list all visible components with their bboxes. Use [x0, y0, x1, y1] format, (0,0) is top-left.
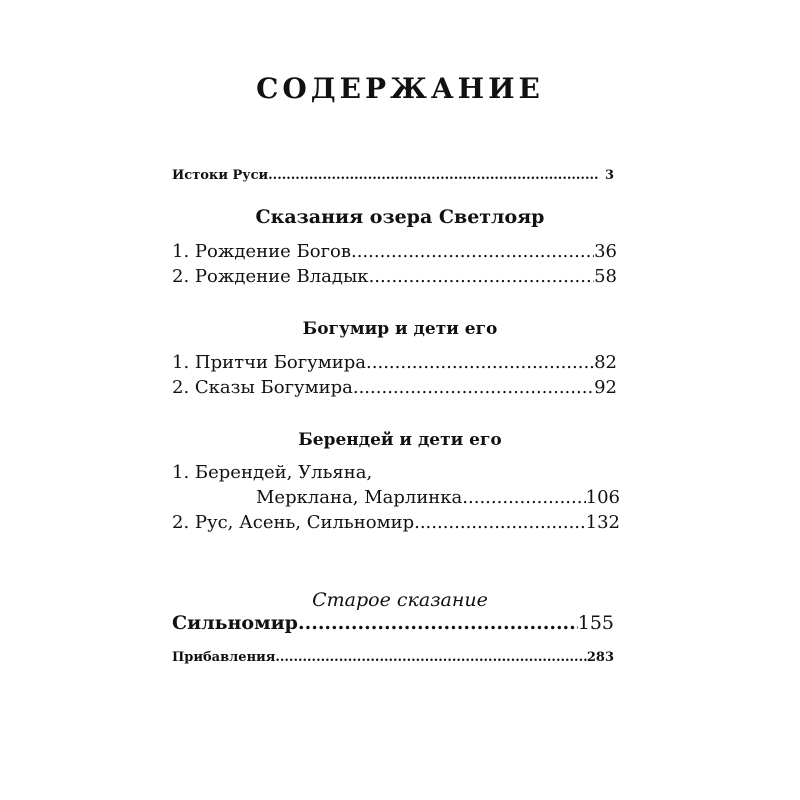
toc-entry-page: 155 [577, 612, 614, 634]
toc-entry [172, 266, 617, 287]
dot-leader [351, 241, 594, 262]
toc-entry-label: Истоки Руси [172, 168, 269, 183]
toc-entry-label: Мерклана, Марлинка [256, 487, 463, 508]
toc-entry-label: Сильномир [172, 612, 298, 634]
dot-leader [462, 487, 585, 508]
toc-entry-label: 2. Рождение Владык [172, 266, 369, 287]
toc-entry [172, 352, 617, 373]
toc-entry-page: 82 [594, 352, 617, 373]
toc-entry-label: Прибавления [172, 650, 276, 665]
toc-entry-label: 2. Сказы Богумира [172, 377, 353, 398]
dot-leader [414, 512, 586, 533]
dot-leader [353, 377, 594, 398]
toc-entry-label: 2. Рус, Асень, Сильномир [172, 512, 415, 533]
toc-entry [256, 487, 620, 508]
toc-entry [172, 241, 617, 262]
dot-leader [369, 266, 595, 287]
toc-entry-label: 1. Рождение Богов [172, 241, 351, 262]
toc-entry-page: 36 [594, 241, 617, 262]
toc-entry-label: 1. Притчи Богумира [172, 352, 367, 373]
dot-leader [298, 612, 578, 634]
toc-entry-page: 3 [604, 168, 614, 183]
old-tale-caption: Старое сказание [312, 589, 488, 611]
toc-entry [172, 512, 620, 533]
section-heading: Богумир и дети его [302, 319, 498, 339]
dot-leader [268, 168, 599, 183]
dot-leader [366, 352, 594, 373]
toc-entry-page: 132 [585, 512, 620, 533]
toc-entry-page: 283 [586, 650, 614, 665]
section-heading: Сказания озера Светлояр [255, 206, 545, 228]
toc-entry-label-line: 1. Берендей, Ульяна, [172, 462, 373, 483]
toc-entry-page: 58 [594, 266, 617, 287]
toc-entry-old-tale [172, 612, 614, 634]
toc-entry [172, 377, 617, 398]
section-heading: Берендей и дети его [298, 430, 502, 450]
toc-entry-appendix [172, 650, 614, 665]
toc-entry-intro [172, 168, 614, 183]
toc-entry-page: 106 [585, 487, 620, 508]
dot-leader [275, 650, 587, 665]
page-title: СОДЕРЖАНИЕ [256, 72, 544, 105]
toc-entry-page: 92 [594, 377, 617, 398]
